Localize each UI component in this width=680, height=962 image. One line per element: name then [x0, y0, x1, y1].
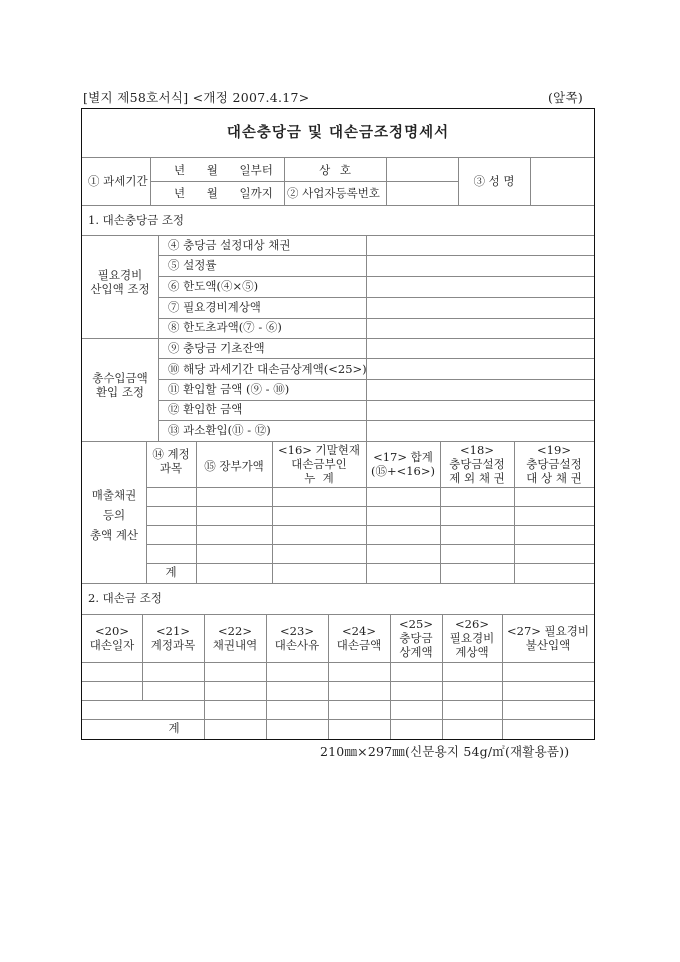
bizno-label: ② 사업자등록번호: [287, 186, 380, 200]
form-title: 대손충당금 및 대손금조정명세서: [226, 125, 450, 141]
col-header: <17> 합계 (⑮+<16>): [370, 450, 435, 478]
col-header: <19> 충당금설정 대 상 채 권: [526, 443, 582, 485]
page-side-label: (앞쪽): [548, 90, 584, 105]
period-from: 년 월 일부터: [174, 163, 273, 177]
group-a-label: 필요경비 산입액 조정: [90, 268, 150, 296]
form-frame: [81, 108, 595, 740]
section2-title: 2. 대손금 조정: [88, 591, 162, 605]
col-header: <18> 충당금설정 제 외 채 권: [449, 443, 505, 485]
col-header: <25> 충당금 상계액: [399, 617, 433, 659]
col-header: <16> 기말현재 대손금부인 누 계: [278, 443, 360, 485]
group-c-label: 매출채권 등의 총액 계산: [89, 488, 139, 542]
company-label: 상 호: [319, 163, 351, 177]
group-a-item: ⑦ 필요경비계상액: [168, 300, 261, 314]
col-header: <26> 필요경비 계상액: [449, 617, 495, 659]
group-a-item: ⑥ 한도액(④×⑤): [168, 279, 259, 293]
group-a-item: ④ 충당금 설정대상 채권: [168, 238, 291, 252]
period-to: 년 월 일까지: [174, 186, 273, 200]
group-a-item: ⑤ 설정률: [168, 258, 217, 272]
paper-spec-footer: 210㎜×297㎜(신문용지 54g/㎡(재활용품)): [320, 744, 570, 759]
bizno-field[interactable]: [387, 182, 457, 204]
col-header: <22> 채권내역: [212, 624, 258, 652]
group-c-total-label: 계: [165, 565, 177, 579]
section2-total-label: 계: [168, 721, 180, 735]
col-header: ⑭ 계정 과목: [152, 447, 190, 475]
group-b-label: 총수입금액 환입 조정: [92, 371, 148, 399]
col-header: <24> 대손금액: [336, 624, 382, 652]
group-b-item: ⑨ 충당금 기초잔액: [168, 341, 265, 355]
group-b-item: ⑬ 과소환입(⑪ - ⑫): [168, 423, 271, 437]
group-a-item: ⑧ 한도초과액(⑦ - ⑥): [168, 320, 282, 334]
col-header: <23> 대손사유: [274, 624, 320, 652]
col-header: ⑮ 장부가액: [204, 459, 264, 473]
group-b-item: ⑫ 환입한 금액: [168, 402, 243, 416]
name-label: ③ 성 명: [473, 174, 515, 188]
name-field[interactable]: [531, 158, 593, 204]
company-name-field[interactable]: [387, 158, 457, 180]
group-b-item: ⑩ 해당 과세기간 대손금상계액(<25>): [168, 362, 367, 376]
period-label: ① 과세기간: [88, 174, 148, 188]
section1-title: 1. 대손충당금 조정: [88, 213, 185, 227]
col-header: <20> 대손일자: [89, 624, 135, 652]
group-b-item: ⑪ 환입할 금액 (⑨ - ⑩): [168, 382, 290, 396]
form-reference: [별지 제58호서식] <개정 2007.4.17>: [83, 90, 310, 105]
col-header: <21> 계정과목: [150, 624, 196, 652]
col-header: <27> 필요경비 불산입액: [507, 624, 589, 652]
